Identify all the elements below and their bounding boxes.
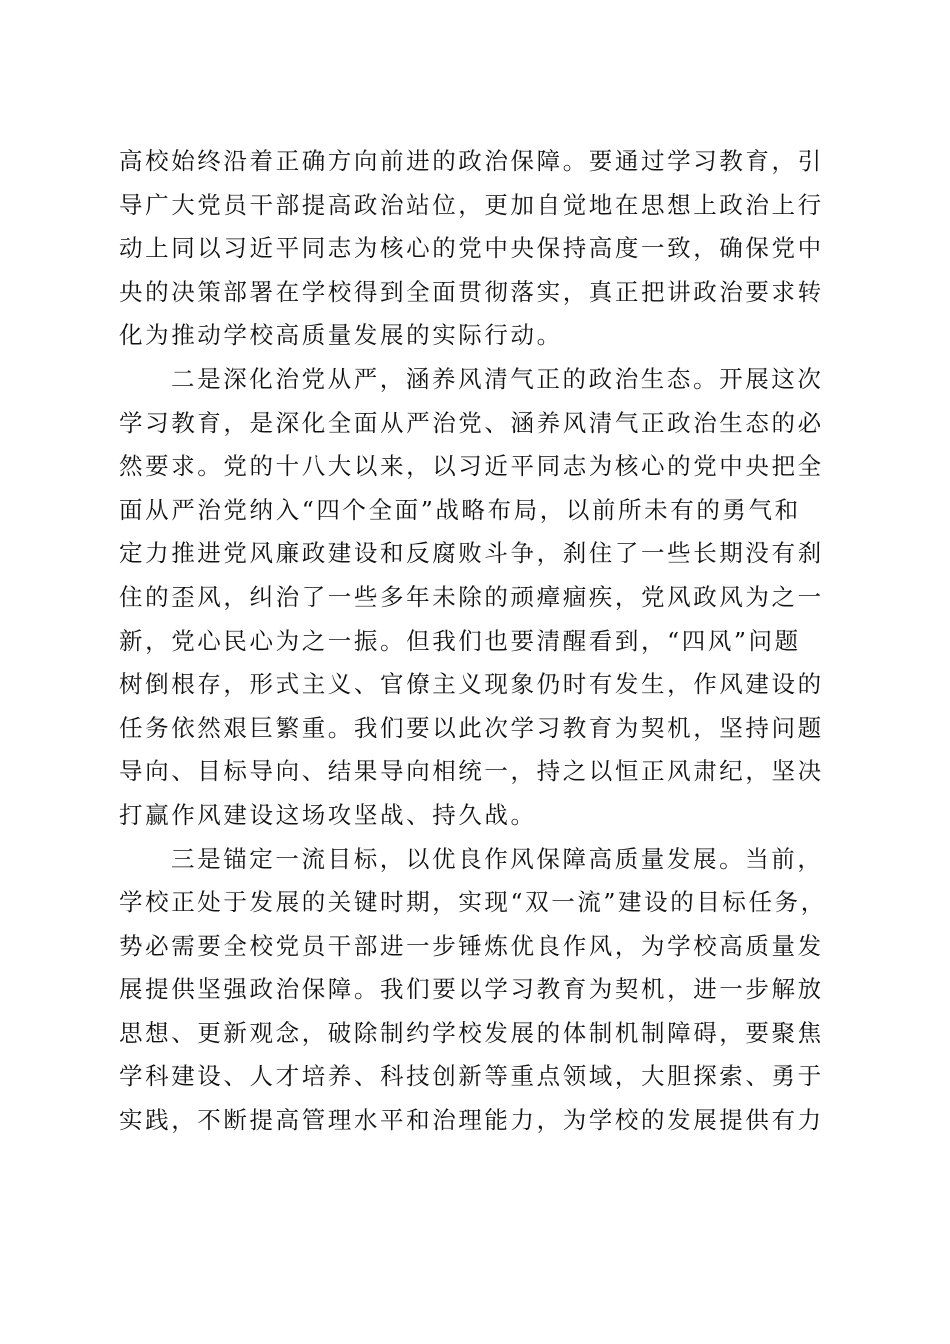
text-line: 打赢作风建设这场攻坚战、持久战。 [119, 800, 537, 829]
text-line: 定力推进党风廉政建设和反腐败斗争，刹住了一些长期没有刹 [119, 539, 824, 568]
text-line: 势必需要全校党员干部进一步锤炼优良作风，为学校高质量发 [119, 931, 824, 960]
text-line: 实践，不断提高管理水平和治理能力，为学校的发展提供有力 [119, 1106, 824, 1135]
text-line: 导向、目标导向、结果导向相统一，持之以恒正风肃纪，坚决 [119, 757, 824, 786]
text-line: 然要求。党的十八大以来，以习近平同志为核心的党中央把全 [119, 452, 824, 481]
text-line: 思想、更新观念，破除制约学校发展的体制机制障碍，要聚焦 [119, 1018, 824, 1047]
text-line: 面从严治党纳入“四个全面”战略布局，以前所未有的勇气和 [119, 495, 801, 524]
text-line: 高校始终沿着正确方向前进的政治保障。要通过学习教育，引 [119, 147, 824, 175]
text-line: 动上同以习近平同志为核心的党中央保持高度一致，确保党中 [119, 234, 824, 263]
text-line: 树倒根存，形式主义、官僚主义现象仍时有发生，作风建设的 [119, 670, 824, 699]
text-line: 新，党心民心为之一振。但我们也要清醒看到，“四风”问题 [119, 626, 801, 655]
text-line: 任务依然艰巨繁重。我们要以此次学习教育为契机，坚持问题 [119, 713, 824, 742]
text-line: 学习教育，是深化全面从严治党、涵养风清气正政治生态的必 [119, 408, 824, 437]
text-line: 住的歪风，纠治了一些多年未除的顽瘴痼疾，党风政风为之一 [119, 582, 824, 611]
text-line: 学校正处于发展的关键时期，实现“双一流”建设的目标任务， [119, 888, 827, 917]
text-line: 学科建设、人才培养、科技创新等重点领域，大胆探索、勇于 [119, 1062, 824, 1091]
body-text [119, 140, 831, 1143]
text-line: 央的决策部署在学校得到全面贯彻落实，真正把讲政治要求转 [119, 277, 824, 306]
text-line: 导广大党员干部提高政治站位，更加自觉地在思想上政治上行 [119, 190, 824, 219]
text-line: 展提供坚强政治保障。我们要以学习教育为契机，进一步解放 [119, 975, 824, 1004]
paragraph-start-line: 二是深化治党从严，涵养风清气正的政治生态。开展这次 [171, 364, 824, 393]
paragraph-start-line: 三是锚定一流目标，以优良作风保障高质量发展。当前， [171, 844, 824, 873]
text-line: 化为推动学校高质量发展的实际行动。 [119, 321, 563, 350]
